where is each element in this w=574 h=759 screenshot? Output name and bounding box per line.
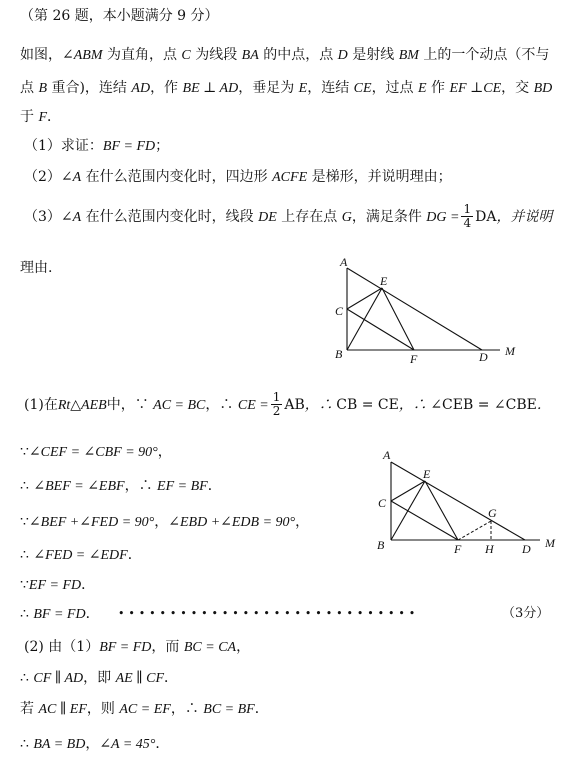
text-segment: 是射线 <box>347 47 399 63</box>
math-expression: ∠BEF = ∠EBF <box>33 479 125 494</box>
text-segment: 的中点，点 <box>258 47 338 63</box>
fig1-label-f: F <box>410 352 418 366</box>
math-expression: CF ∥ AD <box>33 671 84 686</box>
text-segment: DA <box>475 208 497 225</box>
math-expression: BD <box>533 81 553 96</box>
math-expression: ． <box>536 397 551 413</box>
math-expression: ∠ABM <box>62 48 103 63</box>
fig2-label-g: G <box>488 506 497 520</box>
text-segment: （2） <box>24 169 61 185</box>
text-segment: ，过点 <box>371 80 419 96</box>
math-expression: ，∴ <box>398 397 431 413</box>
text-segment: ， <box>295 514 310 530</box>
fig1-label-e: E <box>380 274 388 288</box>
text-segment: ，∴ <box>205 396 238 413</box>
text-segment: CB = CE <box>336 396 399 413</box>
math-expression: E <box>298 81 308 96</box>
text-segment: ∵ <box>20 444 29 460</box>
math-expression: ∠A <box>60 209 82 225</box>
solution-line-2 <box>20 443 172 462</box>
solution-line-9 <box>20 669 178 688</box>
text-segment: ，则 <box>86 701 120 717</box>
text-segment: ∵ <box>20 577 29 593</box>
fig1-label-d: D <box>479 350 488 364</box>
fraction-one-half: $\frac{1}{2}$ <box>272 390 281 418</box>
text-segment: 若 <box>20 701 39 717</box>
math-expression: EF ⊥CE <box>449 81 502 96</box>
math-expression: ∠A <box>60 170 82 185</box>
math-expression: EF = FD <box>28 578 82 593</box>
text-segment: ∴ <box>20 478 34 494</box>
math-expression: ，∴ <box>304 397 337 413</box>
text-segment: ，交 <box>501 80 534 96</box>
fig2-label-d: D <box>522 542 531 556</box>
text-segment: ． <box>47 109 62 125</box>
math-expression: BF = FD <box>99 640 152 655</box>
fig1-label-b: B <box>335 347 343 361</box>
problem-stem-line-2 <box>20 79 552 98</box>
text-segment: 上的一个动点（不与 <box>418 47 550 63</box>
text-segment: ，作 <box>150 80 183 96</box>
text-segment: ∴ <box>20 547 34 563</box>
text-segment: ， <box>154 514 169 530</box>
math-expression: BF = FD <box>33 607 86 622</box>
text-segment: ∴ <box>20 736 34 752</box>
fig2-dashed-fg <box>458 521 491 540</box>
text-segment: ∴ <box>20 670 34 686</box>
problem-stem-line-1 <box>20 46 549 65</box>
figure-2 <box>370 446 565 558</box>
text-segment: 在什么范围内变化时，四边形 <box>81 169 273 185</box>
fig2-segment-ce <box>391 481 425 501</box>
text-segment: (2) 由（1） <box>24 639 100 655</box>
math-expression: BM <box>398 48 419 63</box>
text-segment: 重合)，连结 <box>47 80 132 96</box>
fig2-label-a: A <box>383 448 391 462</box>
math-expression: EF = BF <box>157 479 208 494</box>
solution-line-10 <box>20 700 269 719</box>
math-expression: Rt△AEB <box>57 397 107 413</box>
score-marker: （3分） <box>502 606 550 621</box>
text-segment: 是梯形，并说明理由； <box>307 169 452 185</box>
solution-dots: • • • • • • • • • • • • • • • • • • • • • • • • • • • • • <box>118 607 416 620</box>
solution-line-7 <box>20 605 100 624</box>
text-segment: ∠CEB = ∠CBE <box>430 396 537 413</box>
text-segment: 作 <box>426 80 450 96</box>
text-segment: ，而 <box>151 639 184 655</box>
math-expression: BC = CA <box>183 640 237 655</box>
text-segment: AB <box>284 396 305 413</box>
math-expression: ∠FED = ∠EDF <box>33 548 128 563</box>
text-segment: 为直角，点 <box>102 47 182 63</box>
problem-stem-line-3 <box>20 108 61 127</box>
math-expression: ACFE <box>272 170 308 185</box>
fig2-label-h: H <box>485 542 494 556</box>
math-expression: AD <box>131 81 151 96</box>
text-segment: （3） <box>24 208 61 225</box>
text-segment: ，连结 <box>307 80 354 96</box>
fig1-label-a: A <box>340 255 348 269</box>
math-expression: BE ⊥ AD <box>182 81 239 96</box>
text-segment: 于 <box>20 109 39 125</box>
math-expression: ∠EBD +∠EDB = 90° <box>168 515 296 530</box>
question-1 <box>24 137 169 156</box>
math-expression: BF = FD <box>102 139 156 154</box>
text-segment: ． <box>254 701 269 717</box>
math-expression: ∠BEF +∠FED = 90° <box>28 515 155 530</box>
text-segment: ， <box>236 639 251 655</box>
math-expression: BC = BF <box>203 702 255 717</box>
math-expression: BA = BD <box>33 737 86 752</box>
text-segment: ． <box>81 577 96 593</box>
fig2-label-b: B <box>377 538 385 552</box>
fig2-label-m: M <box>545 536 555 550</box>
text-segment: ∵ <box>20 514 29 530</box>
solution-line-5 <box>20 546 142 565</box>
text-segment: ，满足条件 <box>351 208 427 225</box>
math-expression: AC = EF <box>119 702 171 717</box>
figure-1 <box>328 252 528 367</box>
text-segment: ， <box>85 736 100 752</box>
text-segment: 在什么范围内变化时，线段 <box>81 208 259 225</box>
math-expression: DE <box>258 209 277 225</box>
question-3-continued: 理由. <box>20 260 53 276</box>
math-expression: AC ∥ EF <box>38 702 87 717</box>
math-expression: BA <box>241 48 259 63</box>
math-expression: AE ∥ CF <box>115 671 165 686</box>
math-expression: E <box>418 81 427 96</box>
text-segment: ，∴ <box>170 701 204 717</box>
fig1-label-m: M <box>505 344 515 358</box>
solution-line-11 <box>20 735 169 754</box>
math-expression: B <box>38 81 48 96</box>
text-segment: ． <box>155 736 170 752</box>
math-expression: ∠A = 45° <box>99 737 156 752</box>
text-segment: （1）求证： <box>24 138 103 154</box>
text-segment: ，∴ <box>124 478 158 494</box>
problem-header <box>20 7 219 25</box>
solution-line-4 <box>20 513 309 532</box>
solution-line-1 <box>24 391 551 418</box>
fig1-label-c: C <box>335 304 344 318</box>
text-segment: 如图， <box>20 47 62 63</box>
math-expression: CE <box>353 81 372 96</box>
text-segment: ，即 <box>83 670 116 686</box>
fig1-segment-ce <box>347 288 382 309</box>
text-segment: ； <box>155 138 170 154</box>
math-expression: F <box>38 110 48 125</box>
solution-line-6 <box>20 576 95 595</box>
text-segment: ∴ <box>20 606 34 622</box>
fig2-label-e: E <box>423 467 431 481</box>
math-expression: ∠CEF = ∠CBF = 90° <box>28 445 158 460</box>
question-2 <box>24 168 452 187</box>
fig1-segment-be <box>347 288 382 350</box>
text-segment: ． <box>207 478 222 494</box>
text-segment: (1)在 <box>24 396 58 413</box>
fig2-label-f: F <box>454 542 462 556</box>
math-expression: G <box>341 209 352 225</box>
fig2-segment-cf <box>391 501 458 540</box>
math-expression: CE = <box>237 397 269 413</box>
text-segment: 为线段 <box>190 47 242 63</box>
math-expression: D <box>337 48 348 63</box>
solution-line-3 <box>20 477 222 496</box>
fig2-segment-ad <box>391 462 525 540</box>
text-segment: ． <box>127 547 142 563</box>
solution-line-8 <box>24 638 250 657</box>
text-segment: ， <box>157 444 172 460</box>
math-expression: DG = <box>426 209 460 225</box>
text-segment: ． <box>85 606 100 622</box>
text-segment: ． <box>164 670 179 686</box>
text-segment: 上存在点 <box>276 208 342 225</box>
text-segment: （第 26 题，本小题满分 9 分） <box>20 8 219 24</box>
math-expression: AC = BC <box>153 397 206 413</box>
text-segment: 中，∵ <box>106 396 154 413</box>
text-segment: ，垂足为 <box>238 80 299 96</box>
math-expression: ，并说明 <box>496 209 553 225</box>
fig2-segment-ef <box>425 481 458 540</box>
math-expression: C <box>181 48 191 63</box>
fraction-one-quarter: $\frac{1}{4}$ <box>463 202 472 230</box>
question-3 <box>24 203 552 230</box>
fig2-label-c: C <box>378 496 387 510</box>
fig1-segment-ad <box>347 268 482 350</box>
text-segment: 点 <box>20 80 39 96</box>
